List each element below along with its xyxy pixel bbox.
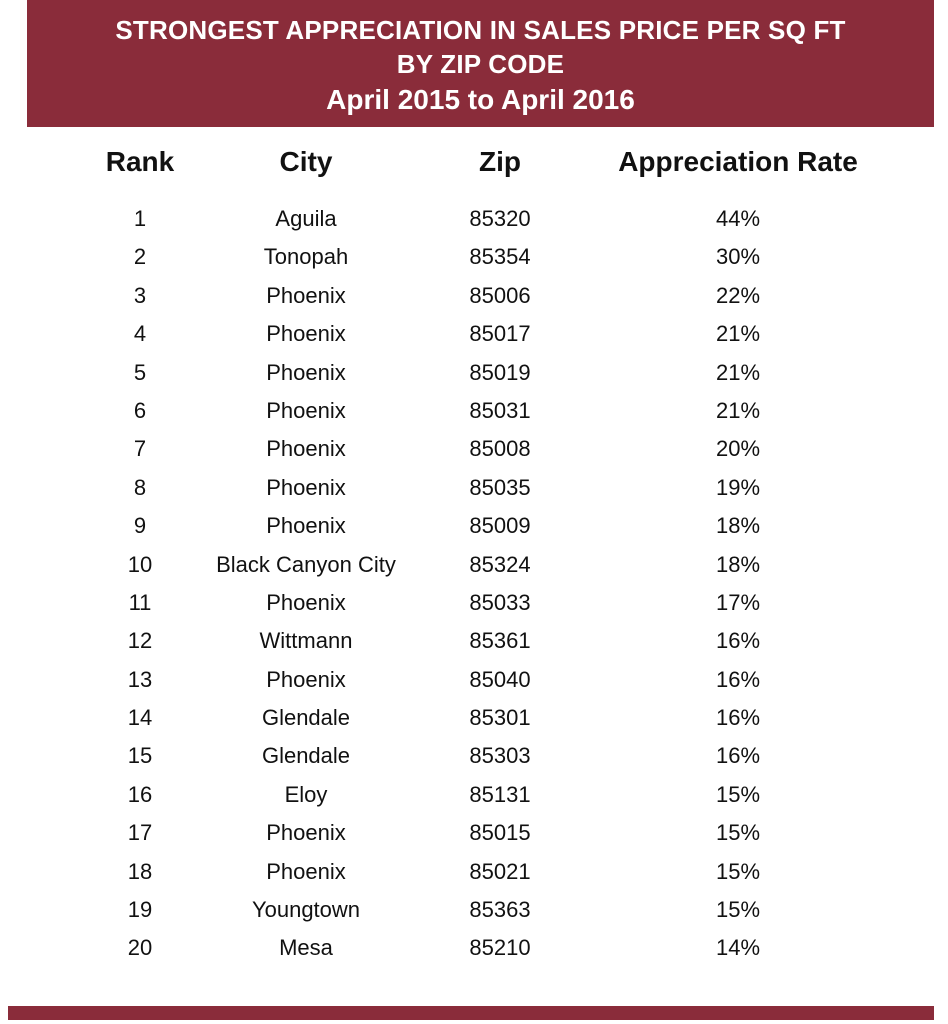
zip-cell: 85210 — [469, 935, 531, 961]
rank-cell: 15 — [127, 743, 153, 769]
city-cell: Glendale — [261, 743, 351, 769]
rank-cell: 8 — [133, 474, 147, 500]
footer-divider-bar — [8, 1006, 934, 1020]
rank-cell: 7 — [133, 436, 147, 462]
table-row — [0, 737, 948, 775]
rank-cell: 6 — [133, 397, 147, 423]
appreciation-rate-cell: 16% — [715, 628, 761, 654]
column-header-appreciation-rate: Appreciation Rate — [618, 146, 858, 177]
rank-cell: 5 — [133, 359, 147, 385]
zip-cell: 85301 — [469, 705, 531, 731]
zip-cell: 85040 — [469, 666, 531, 692]
table-row — [0, 392, 948, 430]
appreciation-rate-cell: 21% — [715, 359, 761, 385]
zip-cell: 85008 — [469, 436, 531, 462]
zip-cell: 85015 — [469, 820, 531, 846]
period-subtitle: April 2015 to April 2016 — [326, 84, 635, 115]
city-cell: Phoenix — [266, 359, 346, 385]
zip-cell: 85033 — [469, 589, 531, 615]
appreciation-rate-cell: 16% — [715, 743, 761, 769]
rank-cell: 13 — [127, 666, 153, 692]
city-cell: Phoenix — [266, 858, 346, 884]
city-cell: Eloy — [284, 781, 328, 807]
appreciation-rate-cell: 18% — [715, 513, 761, 539]
column-header-zip: Zip — [479, 146, 521, 177]
zip-cell: 85006 — [469, 282, 531, 308]
appreciation-rate-cell: 21% — [715, 397, 761, 423]
table-row — [0, 622, 948, 660]
zip-cell: 85354 — [469, 244, 531, 270]
city-cell: Tonopah — [263, 244, 349, 270]
zip-cell: 85320 — [469, 206, 531, 231]
ranking-table-body — [0, 200, 948, 968]
appreciation-rate-cell: 15% — [715, 820, 761, 846]
appreciation-rate-cell: 20% — [715, 436, 761, 462]
column-header-city: City — [279, 146, 333, 177]
table-row — [0, 661, 948, 699]
city-cell: Phoenix — [266, 666, 346, 692]
zip-cell: 85361 — [469, 628, 531, 654]
appreciation-rate-cell: 14% — [715, 935, 761, 961]
zip-cell: 85324 — [469, 551, 531, 577]
table-row — [0, 929, 948, 967]
zip-cell: 85131 — [469, 781, 531, 807]
table-row — [0, 853, 948, 891]
zip-cell: 85031 — [469, 397, 531, 423]
table-row — [0, 469, 948, 507]
city-cell: Phoenix — [266, 397, 346, 423]
table-row — [0, 507, 948, 545]
table-row — [0, 430, 948, 468]
city-cell: Black Canyon City — [216, 551, 396, 577]
zip-cell: 85303 — [469, 743, 531, 769]
city-cell: Wittmann — [259, 628, 353, 654]
city-cell: Phoenix — [266, 321, 346, 347]
city-cell: Phoenix — [266, 820, 346, 846]
rank-cell: 3 — [133, 282, 147, 308]
rank-cell: 4 — [133, 321, 147, 347]
appreciation-rate-cell: 21% — [715, 321, 761, 347]
appreciation-rate-cell: 17% — [715, 589, 761, 615]
city-cell: Phoenix — [266, 282, 346, 308]
appreciation-rate-cell: 30% — [715, 244, 761, 270]
zip-cell: 85019 — [469, 359, 531, 385]
zip-cell: 85363 — [469, 897, 531, 923]
table-row — [0, 814, 948, 852]
rank-cell: 16 — [127, 781, 153, 807]
rank-cell: 20 — [127, 935, 153, 961]
table-row — [0, 277, 948, 315]
column-header-rank: Rank — [105, 146, 175, 177]
rank-cell: 19 — [127, 897, 153, 923]
table-row — [0, 315, 948, 353]
title-line-2: BY ZIP CODE — [396, 49, 565, 79]
city-cell: Aguila — [275, 206, 337, 231]
rank-cell: 9 — [133, 513, 147, 539]
rank-cell: 1 — [133, 206, 147, 231]
appreciation-rate-cell: 18% — [715, 551, 761, 577]
city-cell: Phoenix — [266, 474, 346, 500]
appreciation-rate-cell: 15% — [715, 858, 761, 884]
city-cell: Glendale — [261, 705, 351, 731]
rank-cell: 10 — [127, 551, 153, 577]
table-row — [0, 200, 948, 238]
title-banner — [27, 0, 934, 127]
rank-cell: 11 — [128, 589, 152, 615]
appreciation-rate-cell: 16% — [715, 666, 761, 692]
zip-cell: 85035 — [469, 474, 531, 500]
appreciation-rate-cell: 19% — [715, 474, 761, 500]
title-line-1: STRONGEST APPRECIATION IN SALES PRICE PER SQ FT — [115, 15, 846, 45]
table-row — [0, 546, 948, 584]
rank-cell: 12 — [127, 628, 153, 654]
zip-cell: 85021 — [469, 858, 531, 884]
table-row — [0, 776, 948, 814]
rank-cell: 17 — [127, 820, 153, 846]
city-cell: Phoenix — [266, 589, 346, 615]
appreciation-rate-cell: 16% — [715, 705, 761, 731]
table-row — [0, 238, 948, 276]
city-cell: Youngtown — [251, 897, 361, 923]
table-row — [0, 699, 948, 737]
appreciation-rate-cell: 15% — [715, 897, 761, 923]
rank-cell: 2 — [133, 244, 147, 270]
rank-cell: 14 — [127, 705, 153, 731]
zip-cell: 85009 — [469, 513, 531, 539]
city-cell: Mesa — [279, 935, 333, 961]
appreciation-rate-cell: 44% — [715, 206, 761, 231]
zip-cell: 85017 — [469, 321, 531, 347]
city-cell: Phoenix — [266, 513, 346, 539]
table-row — [0, 584, 948, 622]
table-row — [0, 354, 948, 392]
table-row — [0, 891, 948, 929]
appreciation-rate-cell: 15% — [715, 781, 761, 807]
rank-cell: 18 — [127, 858, 153, 884]
appreciation-rate-cell: 22% — [715, 282, 761, 308]
city-cell: Phoenix — [266, 436, 346, 462]
